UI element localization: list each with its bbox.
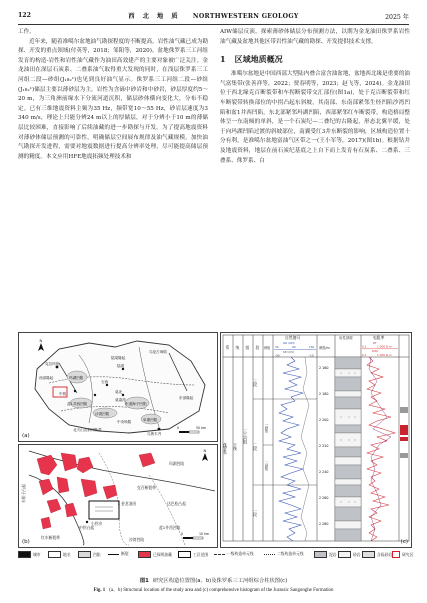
- place-label: 沙湾凹陷: [95, 412, 110, 416]
- journal-name: [18, 11, 409, 20]
- figure-caption-en: [18, 586, 409, 593]
- gamma-axis-label: GR (API): [283, 341, 295, 345]
- right-text-column: [220, 28, 410, 228]
- legend-item: 工区范围: [178, 551, 208, 558]
- place-label: 西部隆起: [39, 376, 54, 380]
- legend-item: 已探明油藏: [138, 551, 172, 558]
- legend-item: 地名: [48, 551, 71, 558]
- place-label: 莫北: [115, 390, 123, 394]
- place-label: 中拐凸起: [79, 525, 95, 530]
- depth-tick: 2 260: [319, 496, 329, 500]
- column-header: 自然伽马: [285, 335, 301, 340]
- sp-axis-label: SP (mV): [283, 350, 295, 354]
- place-label: 北天山山前冲断带: [73, 428, 102, 432]
- paragraph: 近年来，随着准噶尔盆地油气勘探程度的不断提高，岩性油气藏已成为勘探、开发的重点领域(付英等，2018；邹阳等，2020)。盆地侏罗系三工河组发育的构造-岩性和岩性油气藏作为油田高效建产的主要对象被广泛关注。金龙油田在深层石炭系、二叠系油气取得重大发现的同时，在浅层侏罗系三工河组二段—砂组(J₁s₂¹)也见到良好油气显示。侏罗系三工河组二段—砂组(J₁s₂¹)储层主要以薄砂层为主，岩性为含砾中砂岩和中砂岩，砂层厚度约5～20 m，为三角洲前缘水下分流河道沉积，储层砂体横向变化大，分布不稳定。已有三维地震资料主频为35 Hz，频带宽10～55 Hz，砂岩层速度为3 340 m/s，理论上只能分辨24 m以上的厚储层，对于分辨小于10 m的薄储层比较困难，直接影响了后续油藏的进一步勘探与开发。为了提高地震资料对薄砂体储层预测的可靠性，明确储层空间展布规律及油气藏规模，加快油气勘探开发进程，需要对地震数据进行提高分辨率处理，尽可能提高储层预测的精度。本文应用HFE地震拓频处理技术和: [18, 38, 208, 160]
- paragraph: 工作。: [18, 29, 35, 35]
- strat-sand-group: 一砂组: [264, 423, 268, 433]
- depth-tick: 2 180: [319, 392, 329, 396]
- gamma-tick: 30: [275, 345, 279, 349]
- oil-field: [41, 517, 51, 529]
- place-label: 乌鲁木齐: [147, 432, 162, 436]
- svg-text:N: N: [203, 449, 207, 453]
- legend-item: 一级构造单元线: [214, 551, 254, 557]
- journal-name-cn: 西 北 地 质: [128, 13, 181, 20]
- place-label: 红车断裂带: [41, 535, 60, 540]
- sp-tick: -10: [309, 353, 314, 358]
- place-label: 中央坳陷: [117, 420, 132, 424]
- figure-legend: [18, 549, 414, 559]
- panel-b-structure-map: [18, 444, 218, 548]
- oil-field: [57, 477, 69, 493]
- strat-member: 二段: [253, 443, 259, 451]
- strat-system: 侏罗系: [223, 443, 229, 455]
- mudstone-swatch-icon: [314, 551, 327, 558]
- place-label: 东道海子凹陷: [125, 402, 147, 406]
- place-label: 克拉玛依: [45, 362, 60, 366]
- place-label: 达巴松凸起: [167, 501, 186, 506]
- city-swatch-icon: [18, 551, 31, 558]
- legend-item: 含砾砂岩: [362, 551, 392, 558]
- panel-a-basin-map: [18, 332, 218, 442]
- oil-swatch-icon: [138, 551, 151, 558]
- sandstone-swatch-icon: [338, 551, 351, 558]
- place-label: 中拐: [59, 392, 67, 396]
- legend-item: 研究区: [392, 551, 413, 558]
- figure-caption-text-cn: 研究区构造位置图(a、b)及侏罗系三工河组综合柱状图(c): [152, 578, 288, 584]
- column-header: 统: [235, 345, 240, 350]
- section-title: 区域地质概况: [234, 54, 283, 65]
- page-number: 122: [18, 12, 31, 19]
- journal-year: 2025 年: [385, 14, 409, 21]
- paragraph: AIW储层反演，探索薄砂体储层分布预测方法，以期为金龙油田侏罗系岩性油气藏及盆地其他区带岩性油气藏的勘探、开发提供技术支撑。: [220, 29, 410, 45]
- structure-map-svg: [19, 445, 217, 547]
- figure-number-en: Fig. 1: [93, 588, 106, 593]
- svg-text:0: 0: [181, 532, 184, 536]
- place-label: 陆梁隆起: [111, 356, 126, 360]
- first-order-line-icon: [214, 554, 225, 555]
- strat-series: 下统: [233, 443, 239, 451]
- place-label: 玛湖凹陷: [69, 376, 84, 380]
- running-header: [18, 10, 409, 25]
- res-tick: 1 000 Ω·m: [377, 353, 392, 357]
- study-area-swatch-icon: [392, 551, 400, 558]
- res-axis-label: RXO: [372, 349, 378, 353]
- depth-tick: 2 160: [319, 366, 329, 370]
- place-label: 克百断裂带: [137, 485, 156, 490]
- depth-tick: 2 200: [319, 418, 329, 422]
- place-label: 石西: [101, 380, 109, 384]
- gamma-tick: 150: [309, 345, 315, 349]
- strat-sand-group: 二砂组: [264, 461, 268, 471]
- panel-c-strat-column: [220, 332, 412, 548]
- legend-item: 城市: [18, 551, 41, 558]
- panel-label-c: (c): [400, 539, 408, 545]
- second-order-line-icon: [264, 554, 275, 555]
- place-label: 沙湾凹陷: [129, 537, 145, 542]
- panel-label-a: (a): [22, 433, 30, 439]
- place-label: 陆梁: [117, 364, 125, 368]
- svg-text:10 km: 10 km: [199, 532, 210, 536]
- column-header: 组: [245, 345, 250, 350]
- place-label: 小拐乡: [91, 521, 103, 526]
- res-tick: 1 000 Ω·m: [377, 344, 392, 349]
- res-tick: 0.1: [362, 353, 367, 357]
- basin-map-svg: [19, 333, 217, 441]
- svg-text:N: N: [39, 339, 43, 343]
- column-header: 深度/m: [319, 346, 330, 350]
- strat-member: 一段: [253, 509, 259, 517]
- place-label: 盆1井西凹陷: [67, 402, 88, 406]
- left-text-column: [18, 28, 208, 330]
- svg-text:0: 0: [177, 426, 180, 430]
- fault-swatch-icon: [108, 554, 119, 555]
- place-label: 莫索湾: [115, 398, 126, 402]
- sp-tick: -90: [275, 353, 280, 358]
- legend-item: 断裂: [108, 551, 129, 557]
- legend-item: 砂岩: [338, 551, 361, 558]
- column-header: 岩性剖面: [339, 336, 353, 340]
- depth-tick: 2 280: [319, 522, 329, 526]
- svg-text:50 km: 50 km: [196, 426, 207, 430]
- place-label: 盆1井西凹陷: [159, 525, 181, 530]
- column-header: 电阻率: [373, 335, 385, 340]
- legend-item: 凹陷: [78, 551, 101, 558]
- strat-member: 三段: [253, 379, 259, 387]
- gravel-sandstone-swatch-icon: [362, 551, 375, 558]
- place-label: 玛湖凹陷: [169, 461, 185, 466]
- figure-1: [18, 332, 414, 572]
- res-tick: 0.1: [362, 344, 367, 349]
- place-label: 金龙油田: [121, 501, 137, 506]
- strat-column-svg: [221, 333, 411, 547]
- figure-caption-text-en: (a、b) Structural location of the study area and (c) comprehensive histogram of the Jurassic Sangonghe Formation: [109, 588, 334, 593]
- column-header: 系: [225, 345, 230, 350]
- place-label: 东部隆起: [179, 396, 194, 400]
- section-heading: [220, 52, 410, 66]
- legend-item: 二级构造单元线: [264, 551, 304, 557]
- figure-number-cn: 图1: [139, 578, 149, 584]
- res-axis-label: RT: [373, 341, 377, 345]
- depth-tick: 2 220: [319, 444, 329, 448]
- town-marker: [86, 521, 88, 523]
- section-number: 1: [220, 54, 226, 65]
- survey-swatch-icon: [178, 551, 191, 558]
- paragraph: 准噶尔盆地是中国西部大型陆内叠合富含油盆地，盆地西北缘是重要的油气富集带(张善祥等，2022；贾春明等，2023；赵飞等，2024)。金龙油田位于西北缘克百断裂带和车拐断裂带交汇部位(图1a)，处于克百断裂带和红车断裂带转换部位的中拐凸起东斜坡，其南部、东南部紧邻生烃凹陷沙湾凹陷和盆1井西凹陷，东北部紧邻玛湖凹陷，西部紧邻红车断裂带，构造格局整体呈一东南倾的单斜，是一个石炭纪—二叠纪的古隆起，形态北翼平缓，处于向玛湖凹陷过渡的斜坡部位，南翼受红3井东断裂的影响，区域构造位置十分有利，是准噶尔盆地富油气区带之一(王小军等，2017)(图1b)。根据钻井及地震资料，地层在前石炭纪基底之上自下而上发育有石炭系、二叠系、三叠系、侏罗系、白: [220, 71, 410, 164]
- journal-name-en: NORTHWESTERN GEOLOGY: [192, 13, 299, 20]
- figure-caption-cn: [18, 576, 409, 584]
- place-label: 乌伦古坳陷: [149, 350, 167, 354]
- panel-label-b: (b): [22, 539, 30, 545]
- place-label: 阜康凹陷: [143, 418, 158, 422]
- place-swatch-icon: [48, 551, 61, 558]
- oil-interval-markers: [400, 425, 408, 441]
- column-header: 砂组: [264, 346, 271, 350]
- depth-tick: 2 240: [319, 470, 329, 474]
- gamma-tick: 90: [292, 345, 296, 349]
- lithology-column: [335, 357, 361, 541]
- sag-swatch-icon: [78, 551, 91, 558]
- legend-item: 泥岩: [314, 551, 337, 558]
- place-label: 车排子凸起: [21, 484, 26, 503]
- column-header: 段: [255, 345, 260, 350]
- strat-formation: 三工河组: [243, 429, 249, 445]
